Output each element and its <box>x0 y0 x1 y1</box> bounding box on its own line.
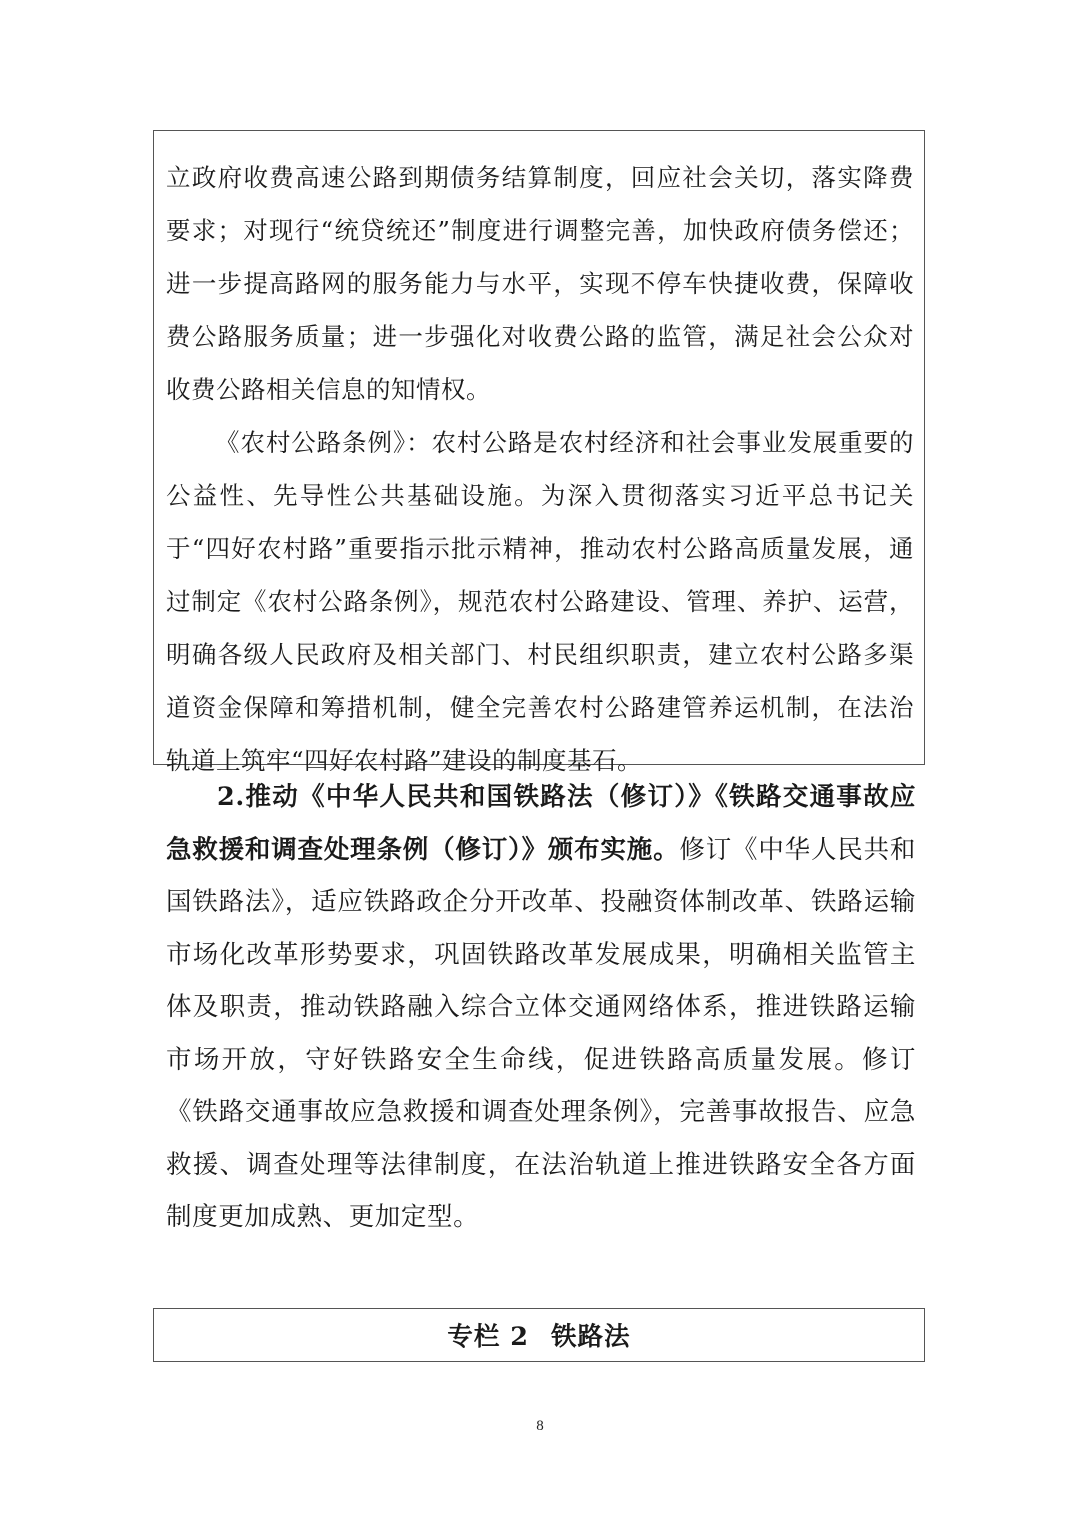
column-box-highway-rural-roads <box>153 130 925 775</box>
main-paragraph-railway-law <box>166 771 916 1244</box>
page-number: 8 <box>536 1418 544 1434</box>
column-label: 专栏 2 <box>447 1322 530 1352</box>
column-paragraph-rural-roads: 《农村公路条例》：农村公路是农村经济和社会事业发展重要的公益性、先导性公共基础设施。为深入贯彻落实习近平总书记关于“四好农村路”重要指示批示精神，推动农村公路高质量发展，通过制定《农村公路条例》，规范农村公路建设、管理、养护、运营，明确各级人民政府及相关部门、村民组织职责，建立农村公路多渠道资金保障和筹措机制，健全完善农村公路建管养运机制，在法治轨道上筑牢“四好农村路”建设的制度基石。 <box>166 428 914 775</box>
main-paragraph-bold-lead: 2.推动《中华人民共和国铁路法（修订）》《铁路交通事故应急救援和调查处理条例（修订）》颁布实施。 <box>166 782 916 865</box>
main-paragraph-body: 修订《中华人民共和国铁路法》，适应铁路政企分开改革、投融资体制改革、铁路运输市场化改革形势要求，巩固铁路改革发展成果，明确相关监管主体及职责，推动铁路融入综合立体交通网络体系，推进铁路运输市场开放，守好铁路安全生命线，促进铁路高质量发展。修订《铁路交通事故应急救援和调查处理条例》，完善事故报告、应急救援、调查处理等法律制度，在法治轨道上推进铁路安全各方面制度更加成熟、更加定型。 <box>166 834 916 1232</box>
column-box-railway-law <box>153 1308 925 1362</box>
column-title-text: 铁路法 <box>551 1322 631 1352</box>
column-title <box>447 1317 630 1353</box>
column-paragraph-toll-roads: 立政府收费高速公路到期债务结算制度，回应社会关切，落实降费要求；对现行“统贷统还”制度进行调整完善，加快政府债务偿还；进一步提高路网的服务能力与水平，实现不停车快捷收费，保障收费公路服务质量；进一步强化对收费公路的监管，满足社会公众对收费公路相关信息的知情权。 <box>166 163 914 404</box>
